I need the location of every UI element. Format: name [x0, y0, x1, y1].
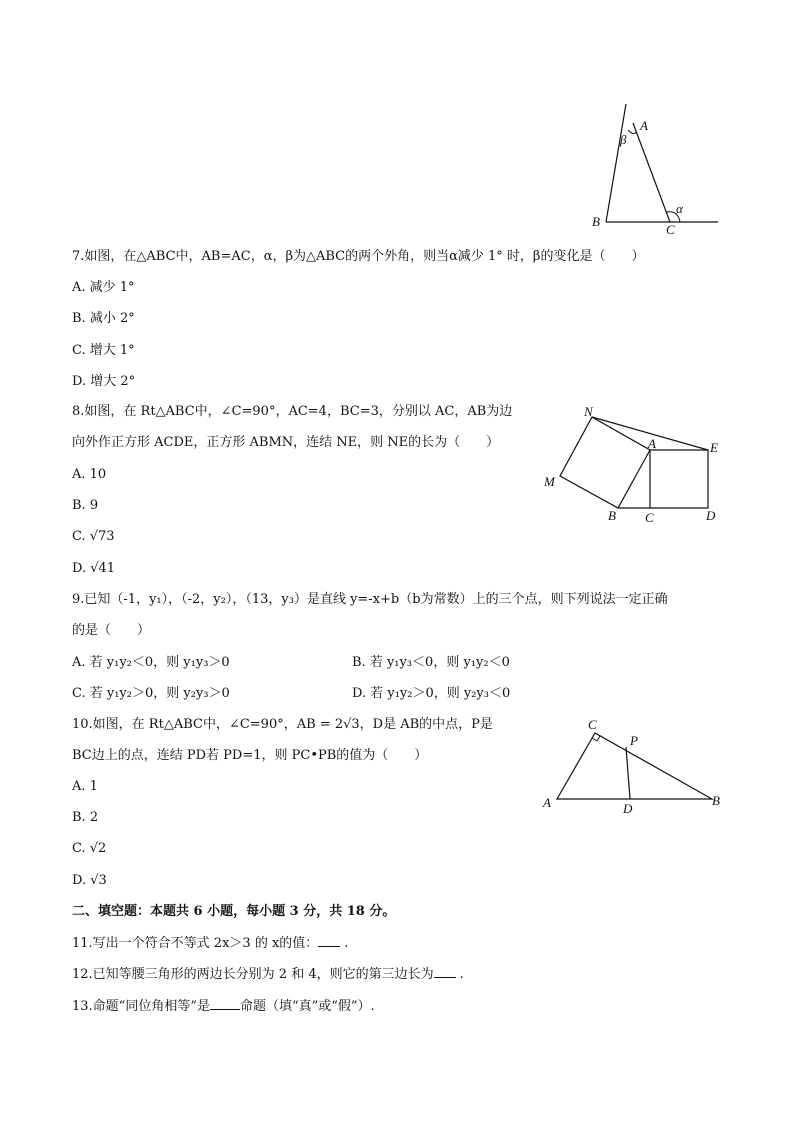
q8-option-a: A. 10 — [72, 467, 107, 482]
q11-answer-blank[interactable] — [318, 934, 340, 947]
q7-beta-arc — [628, 130, 636, 134]
q13-line — [72, 997, 375, 1016]
q10-label-b: B — [712, 793, 720, 808]
section2-heading: 二、填空题：本题共 6 小题，每小题 3 分，共 18 分。 — [72, 904, 396, 919]
q7-figure — [588, 100, 728, 235]
q9-option-c: C. 若 y₁y₂＞0，则 y₂y₃＞0 — [72, 686, 230, 701]
q8-label-a: A — [648, 436, 656, 451]
q7-option-b: B. 减小 2° — [72, 311, 135, 326]
q10-option-c: C. √2 — [72, 841, 107, 856]
q13-answer-blank[interactable] — [210, 997, 240, 1010]
q8-option-b: B. 9 — [72, 498, 99, 513]
q9-option-d: D. 若 y₁y₂＞0，则 y₂y₃＜0 — [352, 686, 511, 701]
q10-segment-pd — [626, 747, 630, 799]
q13-text: 13.命题“同位角相等”是 — [72, 999, 210, 1014]
q12-text-end: . — [459, 967, 464, 982]
q8-label-n: N — [584, 404, 593, 419]
q10-label-c: C — [588, 717, 597, 732]
q7-label-alpha: α — [676, 201, 683, 216]
q11-text: 11.写出一个符合不等式 2x＞3 的 x的值： — [72, 936, 319, 951]
q10-option-a: A. 1 — [72, 779, 98, 794]
q10-label-p: P — [630, 733, 638, 748]
q9-stem-line1: 9.已知（-1，y₁），（-2，y₂），（13，y₃）是直线 y=-x+b（b为常数）上的三个点，则下列说法一定正确 — [72, 592, 668, 607]
q8-label-b: B — [608, 508, 616, 523]
q7-option-a: A. 减少 1° — [72, 280, 135, 295]
q7-stem: 7.如图，在△ABC中，AB=AC，α，β为△ABC的两个外角，则当α减少 1° 时，β的变化是（ ） — [72, 249, 645, 264]
q7-label-a: A — [640, 118, 648, 133]
q8-square-acde — [650, 450, 708, 508]
q11-text-end: . — [344, 936, 349, 951]
q8-label-m: M — [544, 474, 555, 489]
q8-stem-line2: 向外作正方形 ACDE，正方形 ABMN，连结 NE，则 NE的长为（ ） — [72, 435, 500, 450]
q8-label-c: C — [645, 510, 654, 525]
q10-label-a: A — [543, 795, 551, 810]
q10-label-d: D — [623, 801, 633, 816]
q10-stem-line1: 10.如图，在 Rt△ABC中，∠C=90°，AB = 2√3，D是 AB的中点，P是 — [72, 717, 493, 732]
q10-option-b: B. 2 — [72, 810, 99, 825]
q7-option-c: C. 增大 1° — [72, 343, 135, 358]
q8-option-d: D. √41 — [72, 561, 116, 576]
q7-line-ac — [633, 123, 670, 222]
q13-text-end: 命题（填“真”或“假”）. — [239, 999, 375, 1014]
q12-line — [72, 965, 464, 984]
q7-label-c: C — [666, 222, 675, 237]
q11-line — [72, 934, 348, 953]
q10-figure — [540, 715, 725, 820]
q8-square-abmn — [560, 417, 650, 508]
q7-line-extended-ba — [606, 104, 626, 222]
q9-stem-line2: 的是（ ） — [72, 623, 151, 638]
q9-option-a: A. 若 y₁y₂＜0，则 y₁y₃＞0 — [72, 655, 230, 670]
q8-option-c: C. √73 — [72, 529, 115, 544]
q8-label-d: D — [706, 508, 716, 523]
q7-option-d: D. 增大 2° — [72, 374, 136, 389]
q8-label-e: E — [710, 440, 718, 455]
q8-stem-line1: 8.如图，在 Rt△ABC中，∠C=90°，AC=4，BC=3，分别以 AC，AB为边 — [72, 404, 513, 419]
q10-stem-line2: BC边上的点，连结 PD若 PD=1，则 PC•PB的值为（ ） — [72, 748, 428, 763]
q7-label-b: B — [592, 214, 600, 229]
q12-answer-blank[interactable] — [434, 965, 456, 978]
q7-label-beta: β — [620, 132, 627, 147]
q8-figure — [538, 402, 728, 527]
q9-option-b: B. 若 y₁y₃＜0，则 y₁y₂＜0 — [352, 655, 510, 670]
q10-option-d: D. √3 — [72, 873, 107, 888]
q12-text: 12.已知等腰三角形的两边长分别为 2 和 4，则它的第三边长为 — [72, 967, 434, 982]
